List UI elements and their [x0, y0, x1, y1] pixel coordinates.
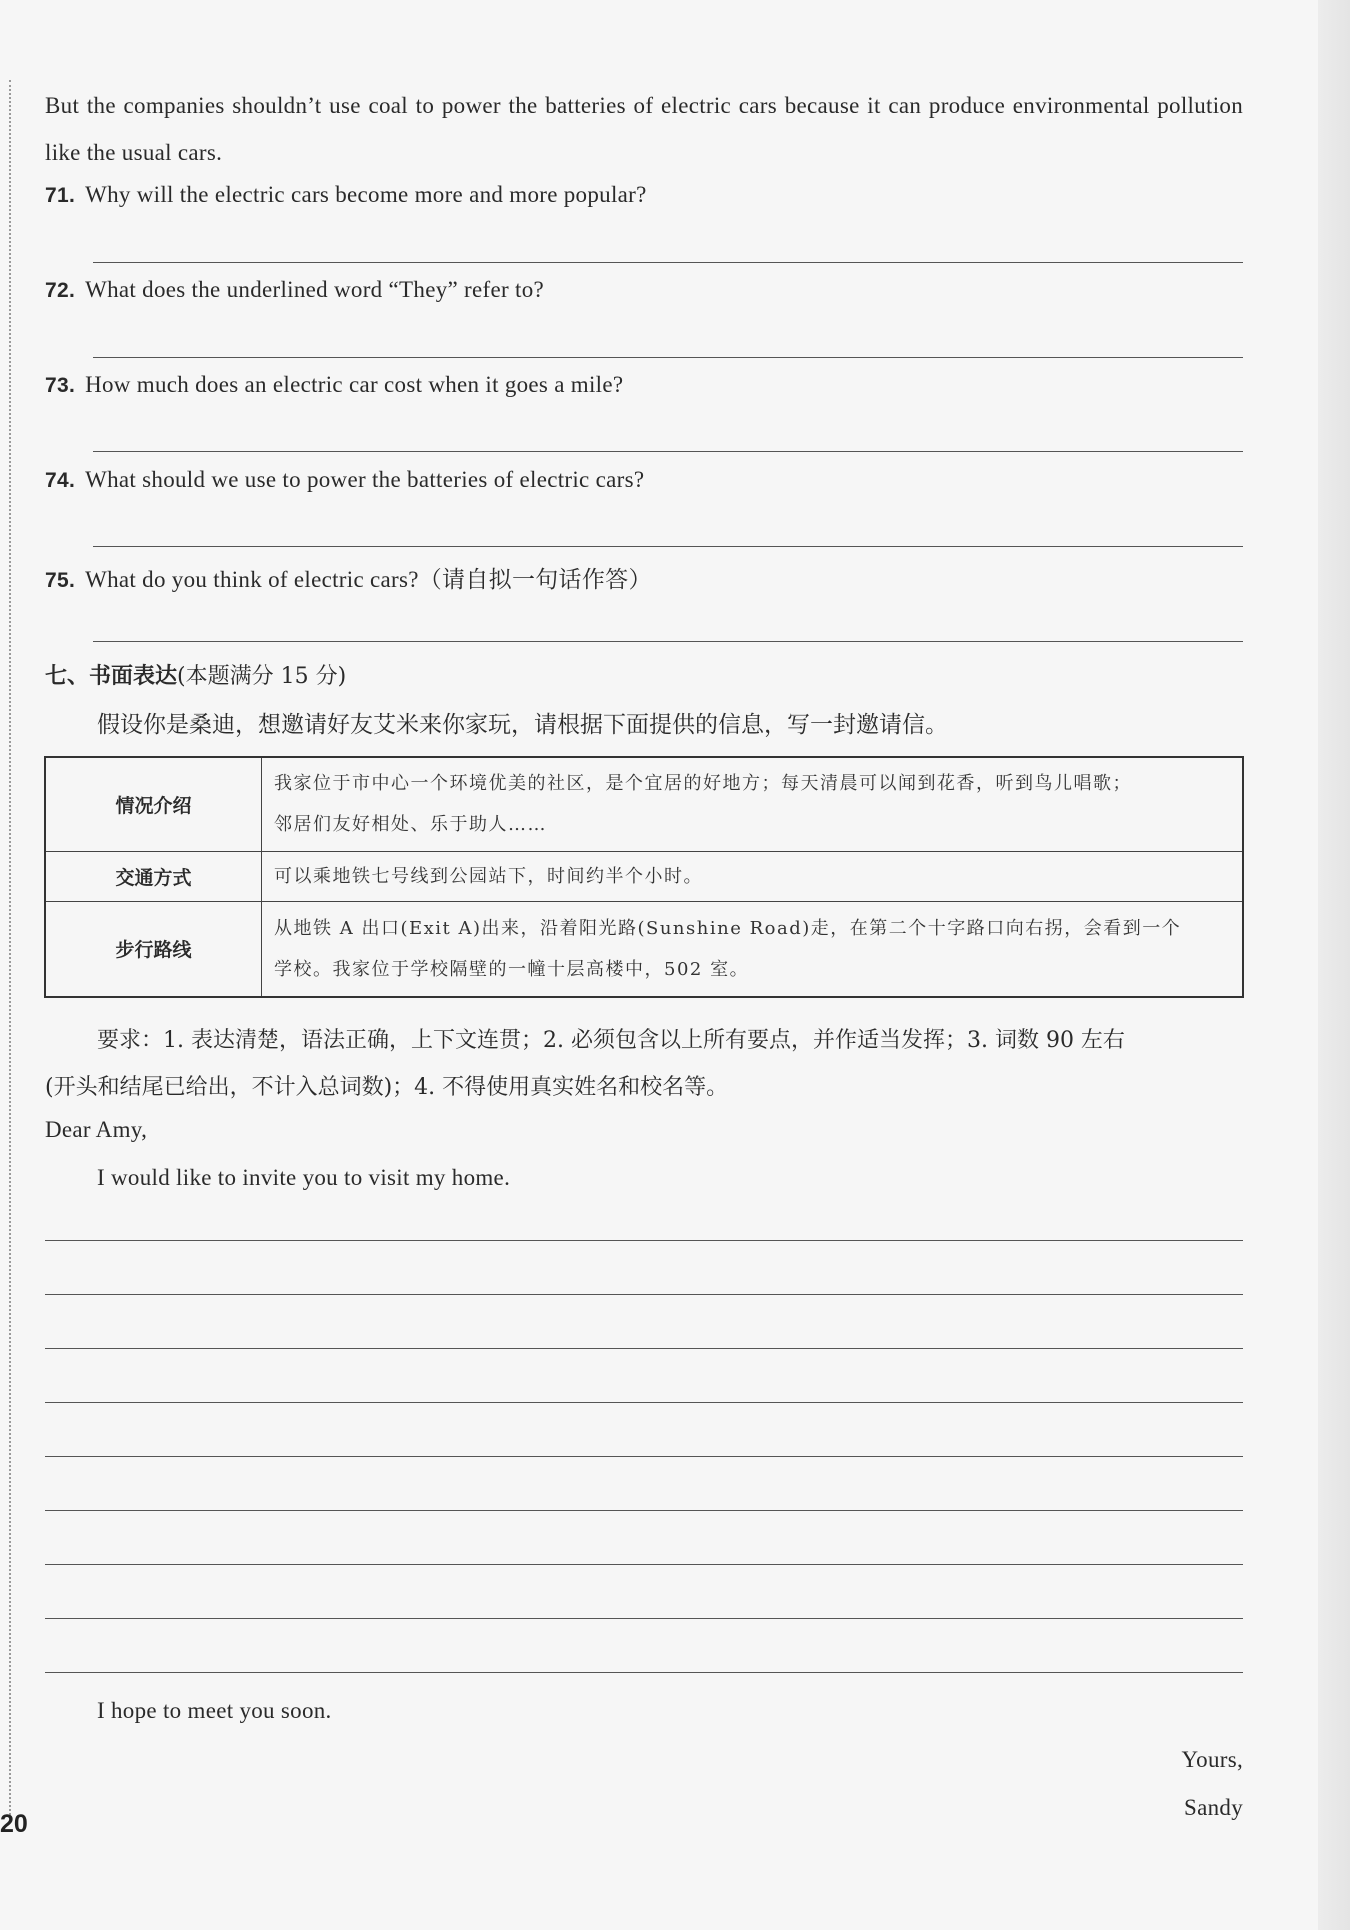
passage-end: But the companies shouldn’t use coal to power the batteries of electric cars because it can produce environmental pollution like the usual cars.: [45, 93, 1243, 165]
answer-line-75[interactable]: [93, 641, 1243, 642]
table-row: [45, 901, 1243, 997]
row-label: 步行路线: [45, 901, 262, 997]
answer-line-71[interactable]: [93, 262, 1243, 263]
writing-line[interactable]: [45, 1402, 1243, 1403]
writing-line[interactable]: [45, 1564, 1243, 1565]
table-row: [45, 757, 1243, 851]
writing-line[interactable]: [45, 1348, 1243, 1349]
letter-signoff: Yours,: [1181, 1747, 1243, 1772]
question-text: What do you think of electric cars?（请自拟一句话作答）: [85, 567, 652, 592]
question-text: What does the underlined word “They” refer to?: [85, 277, 545, 302]
table-row: [45, 851, 1243, 901]
row-line: 从地铁 A 出口(Exit A)出来，沿着阳光路(Sunshine Road)走，在第二个十字路口向右拐，会看到一个: [274, 917, 1182, 939]
info-table: [44, 756, 1244, 998]
answer-line-74[interactable]: [93, 546, 1243, 547]
writing-line[interactable]: [45, 1240, 1243, 1241]
question-text: Why will the electric cars become more and more popular?: [85, 182, 647, 207]
section-heading: [45, 659, 346, 690]
writing-line[interactable]: [45, 1672, 1243, 1673]
page-edge-shade: [1318, 0, 1350, 1930]
letter-signature: Sandy: [1184, 1795, 1243, 1820]
question-text: What should we use to power the batteries of electric cars?: [85, 467, 645, 492]
row-label: 情况介绍: [45, 757, 262, 851]
row-content: [262, 851, 1244, 901]
row-line: 学校。我家位于学校隔壁的一幢十层高楼中，502 室。: [274, 958, 750, 980]
row-line: 我家位于市中心一个环境优美的社区，是个宜居的好地方；每天清晨可以闻到花香，听到鸟儿唱歌；: [274, 773, 1132, 795]
requirements-line-2: (开头和结尾已给出，不计入总词数)；4. 不得使用真实姓名和校名等。: [45, 1075, 729, 1100]
question-number: 73.: [45, 374, 76, 397]
letter-opening: I would like to invite you to visit my home.: [97, 1165, 511, 1190]
row-content: [262, 901, 1244, 997]
row-line: 可以乘地铁七号线到公园站下，时间约半个小时。: [274, 865, 703, 887]
question-number: 74.: [45, 469, 76, 492]
question-number: 72.: [45, 279, 76, 302]
writing-line[interactable]: [45, 1456, 1243, 1457]
row-content: [262, 757, 1244, 851]
question-73: [45, 372, 623, 398]
writing-prompt: 假设你是桑迪，想邀请好友艾米来你家玩，请根据下面提供的信息，写一封邀请信。: [97, 712, 948, 738]
section-title: 七、书面表达: [45, 664, 178, 689]
question-74: [45, 467, 644, 493]
row-line: 邻居们友好相处、乐于助人……: [274, 814, 547, 836]
section-score-note: (本题满分 15 分): [177, 664, 347, 689]
writing-line[interactable]: [45, 1294, 1243, 1295]
question-75: [45, 561, 652, 594]
answer-line-72[interactable]: [93, 357, 1243, 358]
question-number: 71.: [45, 184, 76, 207]
row-label: 交通方式: [45, 851, 262, 901]
question-72: [45, 277, 544, 303]
page-number: 20: [0, 1810, 28, 1838]
binding-line: [9, 80, 11, 1815]
question-71: [45, 182, 647, 208]
letter-greeting: Dear Amy,: [45, 1117, 148, 1142]
question-number: 75.: [45, 569, 76, 592]
requirements-line-1: 要求：1. 表达清楚，语法正确，上下文连贯；2. 必须包含以上所有要点，并作适当发挥；3. 词数 90 左右: [97, 1028, 1125, 1053]
letter-closing: I hope to meet you soon.: [97, 1698, 332, 1723]
writing-line[interactable]: [45, 1618, 1243, 1619]
answer-line-73[interactable]: [93, 451, 1243, 452]
question-text: How much does an electric car cost when it goes a mile?: [85, 372, 624, 397]
writing-line[interactable]: [45, 1510, 1243, 1511]
